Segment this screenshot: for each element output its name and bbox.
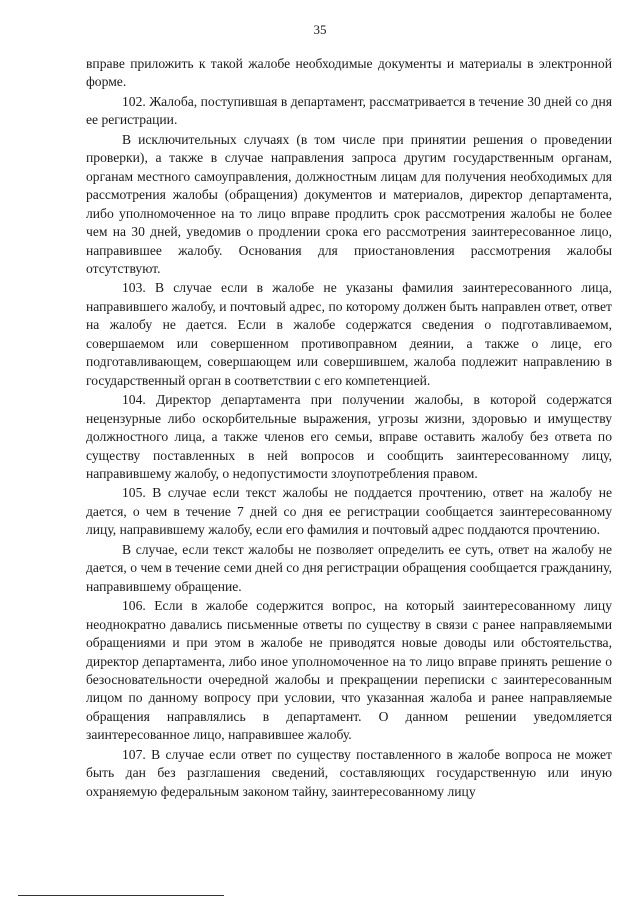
page-number: 35	[313, 22, 327, 37]
paragraph-102: 102. Жалоба, поступившая в департамент, рассматривается в течение 30 дней со дня ее регистрации.	[86, 93, 612, 128]
footer-divider	[18, 895, 224, 896]
paragraph-continuation: вправе приложить к такой жалобе необходимые документы и материалы в электронной форме.	[86, 56, 612, 90]
paragraph-104: 104. Директор департамента при получении жалобы, в которой содержатся нецензурные либо оскорбительные выражения, угрозы жизни, здоровью и имуществу должностного лица, а также членов его семьи, вправе оставить жалобу без ответа по существу поставленных в ней вопросов и сообщить заинтересованному лицу, направившему жалобу, о недопустимости злоупотребления правом.	[86, 392, 612, 481]
paragraph-107: 107. В случае если ответ по существу поставленного в жалобе вопроса не может быть дан без разглашения сведений, составляющих государственную или иную охраняемую федеральным законом тайну, заинтересованному лицу	[86, 746, 612, 799]
paragraph-106: 106. Если в жалобе содержится вопрос, на который заинтересованному лицу неоднократно давались письменные ответы по существу в связи с ранее направляемыми обращениями и при этом в жалобе не приводятся новые доводы или обстоятельства, директор департамента, либо иное уполномоченное на то лицо вправе принять решение о безосновательности очередной жалобы и прекращении переписки с заинтересованным лицом по данному вопросу при условии, что указанная жалоба и ранее направляемые обращения направлялись в департамент. О данном решении уведомляется заинтересованное лицо, направившее жалобу.	[86, 598, 612, 743]
document-body	[86, 55, 612, 801]
paragraph-105: 105. В случае если текст жалобы не поддается прочтению, ответ на жалобу не дается, о чем в течение 7 дней со дня ее регистрации сообщается заинтересованному лицу, направившему жалобу, если его фамилия и почтовый адрес поддаются прочтению.	[86, 485, 612, 538]
paragraph-105-unclear: В случае, если текст жалобы не позволяет определить ее суть, ответ на жалобу не дается, о чем в течение семи дней со дня регистрации обращения сообщается гражданину, направившему обращение.	[86, 541, 612, 594]
paragraph-102-exceptions: В исключительных случаях (в том числе при принятии решения о проведении проверки), а также в случае направления запроса другим государственным органам, органам местного самоуправления, должностным лицам для получения необходимых для рассмотрения жалобы (обращения) документов и материалов, директор департамента, либо уполномоченное на то лицо вправе продлить срок рассмотрения жалобы не более чем на 30 дней, уведомив о продлении срока его рассмотрения заинтересованное лицо, направившее жалобу. Основания для приостановления рассмотрения жалобы отсутствуют.	[86, 131, 612, 276]
paragraph-103: 103. В случае если в жалобе не указаны фамилия заинтересованного лица, направившего жалобу, и почтовый адрес, по которому должен быть направлен ответ, ответ на жалобу не дается. Если в жалобе содержатся сведения о подготавливаемом, совершаемом или совершенном противоправном деянии, а также о лице, его подготавливающем, совершающем или совершившем, жалоба подлежит направлению в государственный орган в соответствии с его компетенцией.	[86, 280, 612, 388]
